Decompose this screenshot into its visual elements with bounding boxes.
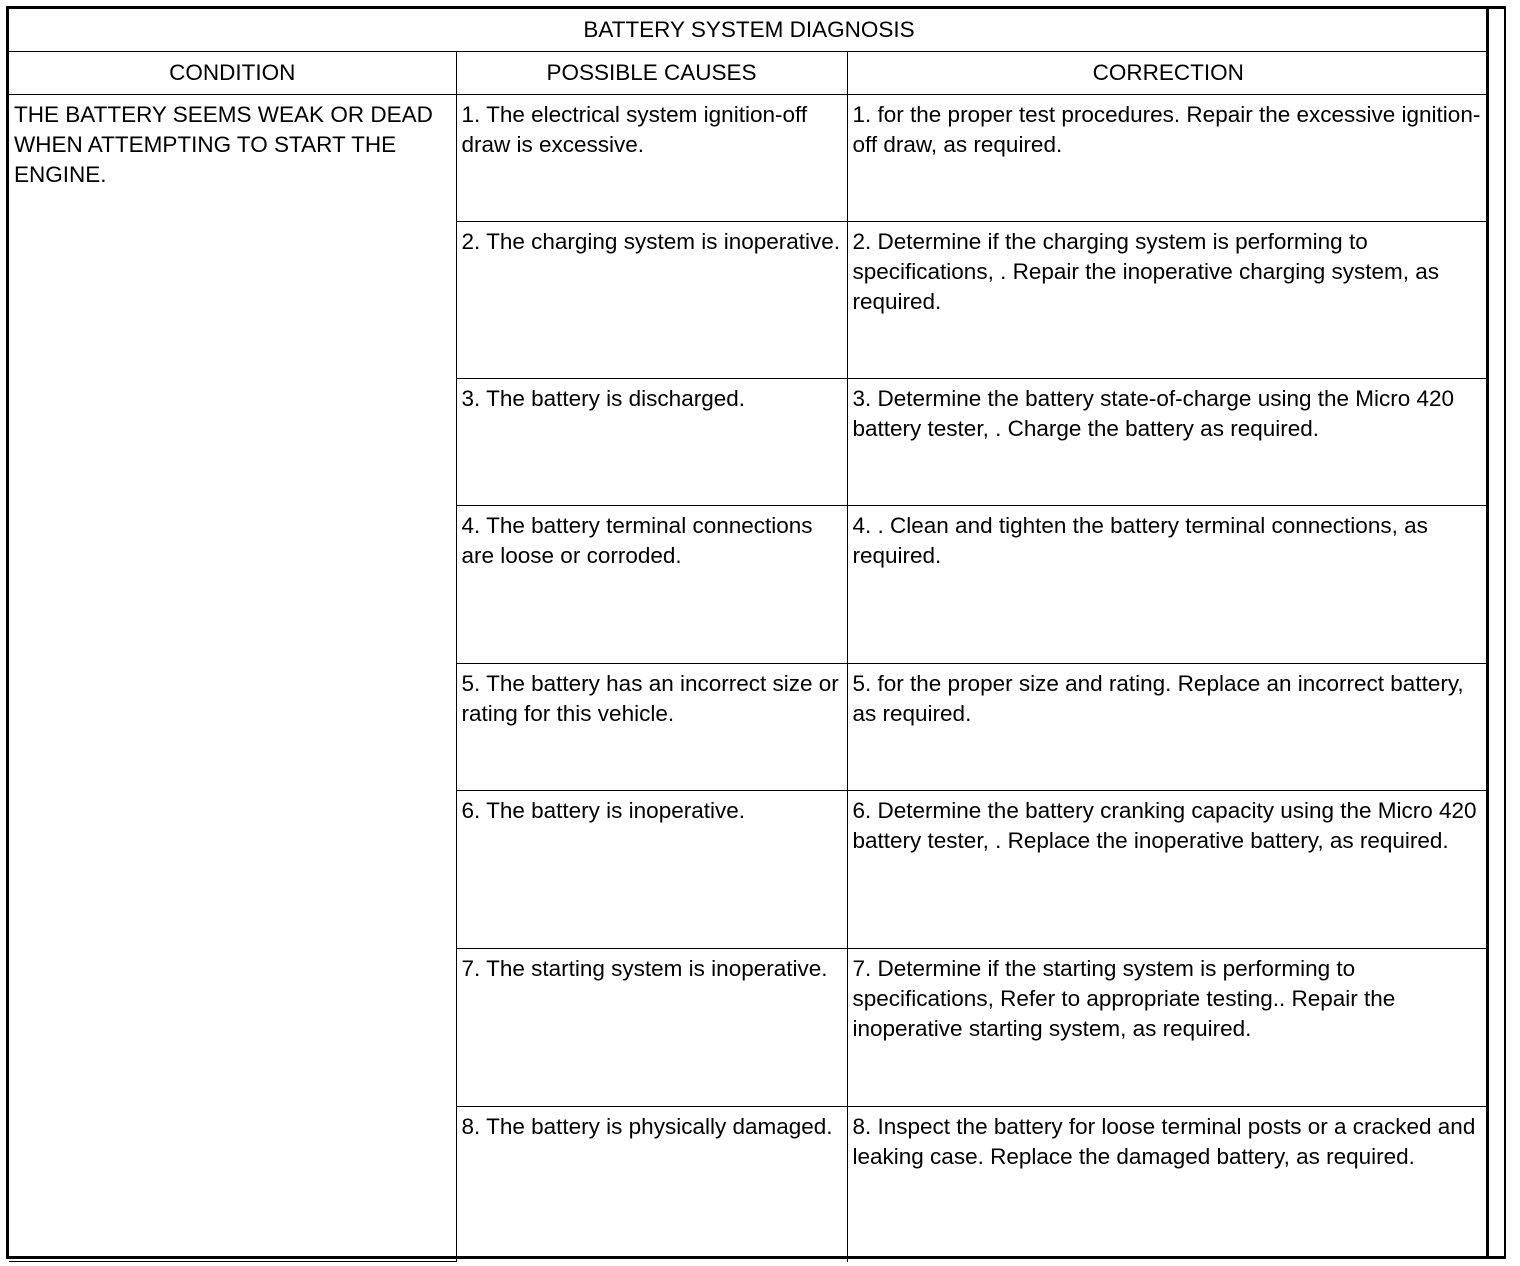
- cause-cell: 5. The battery has an incorrect size or rating for this vehicle.: [456, 664, 847, 791]
- cause-cell: 7. The starting system is inoperative.: [456, 949, 847, 1107]
- cause-cell: 3. The battery is discharged.: [456, 379, 847, 506]
- correction-cell: 8. Inspect the battery for loose terminal posts or a cracked and leaking case. Replace the damaged battery, as required.: [847, 1107, 1489, 1262]
- header-condition: CONDITION: [9, 52, 456, 95]
- cause-cell: 8. The battery is physically damaged.: [456, 1107, 847, 1262]
- title-row: [9, 9, 1489, 52]
- correction-cell: 5. for the proper size and rating. Replace an incorrect battery, as required.: [847, 664, 1489, 791]
- correction-cell: 6. Determine the battery cranking capacity using the Micro 420 battery tester, . Replace the inoperative battery, as required.: [847, 791, 1489, 949]
- correction-cell: 7. Determine if the starting system is performing to specifications, Refer to appropriate testing.. Repair the inoperative starting system, as required.: [847, 949, 1489, 1107]
- correction-cell: 1. for the proper test procedures. Repair the excessive ignition-off draw, as required.: [847, 95, 1489, 222]
- correction-cell: 4. . Clean and tighten the battery terminal connections, as required.: [847, 506, 1489, 664]
- right-margin-rule: [1486, 6, 1489, 1259]
- diagnosis-table: [9, 9, 1489, 1262]
- table-row: [9, 95, 1489, 222]
- correction-cell: 2. Determine if the charging system is performing to specifications, . Repair the inoperative charging system, as required.: [847, 222, 1489, 379]
- condition-cell: THE BATTERY SEEMS WEAK OR DEAD WHEN ATTEMPTING TO START THE ENGINE.: [9, 95, 456, 1262]
- table-title: BATTERY SYSTEM DIAGNOSIS: [9, 9, 1489, 52]
- header-correction: CORRECTION: [847, 52, 1489, 95]
- correction-cell: 3. Determine the battery state-of-charge using the Micro 420 battery tester, . Charge the battery as required.: [847, 379, 1489, 506]
- header-possible-causes: POSSIBLE CAUSES: [456, 52, 847, 95]
- cause-cell: 1. The electrical system ignition-off draw is excessive.: [456, 95, 847, 222]
- diagnosis-sheet: [6, 6, 1506, 1259]
- cause-cell: 6. The battery is inoperative.: [456, 791, 847, 949]
- cause-cell: 4. The battery terminal connections are loose or corroded.: [456, 506, 847, 664]
- header-row: [9, 52, 1489, 95]
- cause-cell: 2. The charging system is inoperative.: [456, 222, 847, 379]
